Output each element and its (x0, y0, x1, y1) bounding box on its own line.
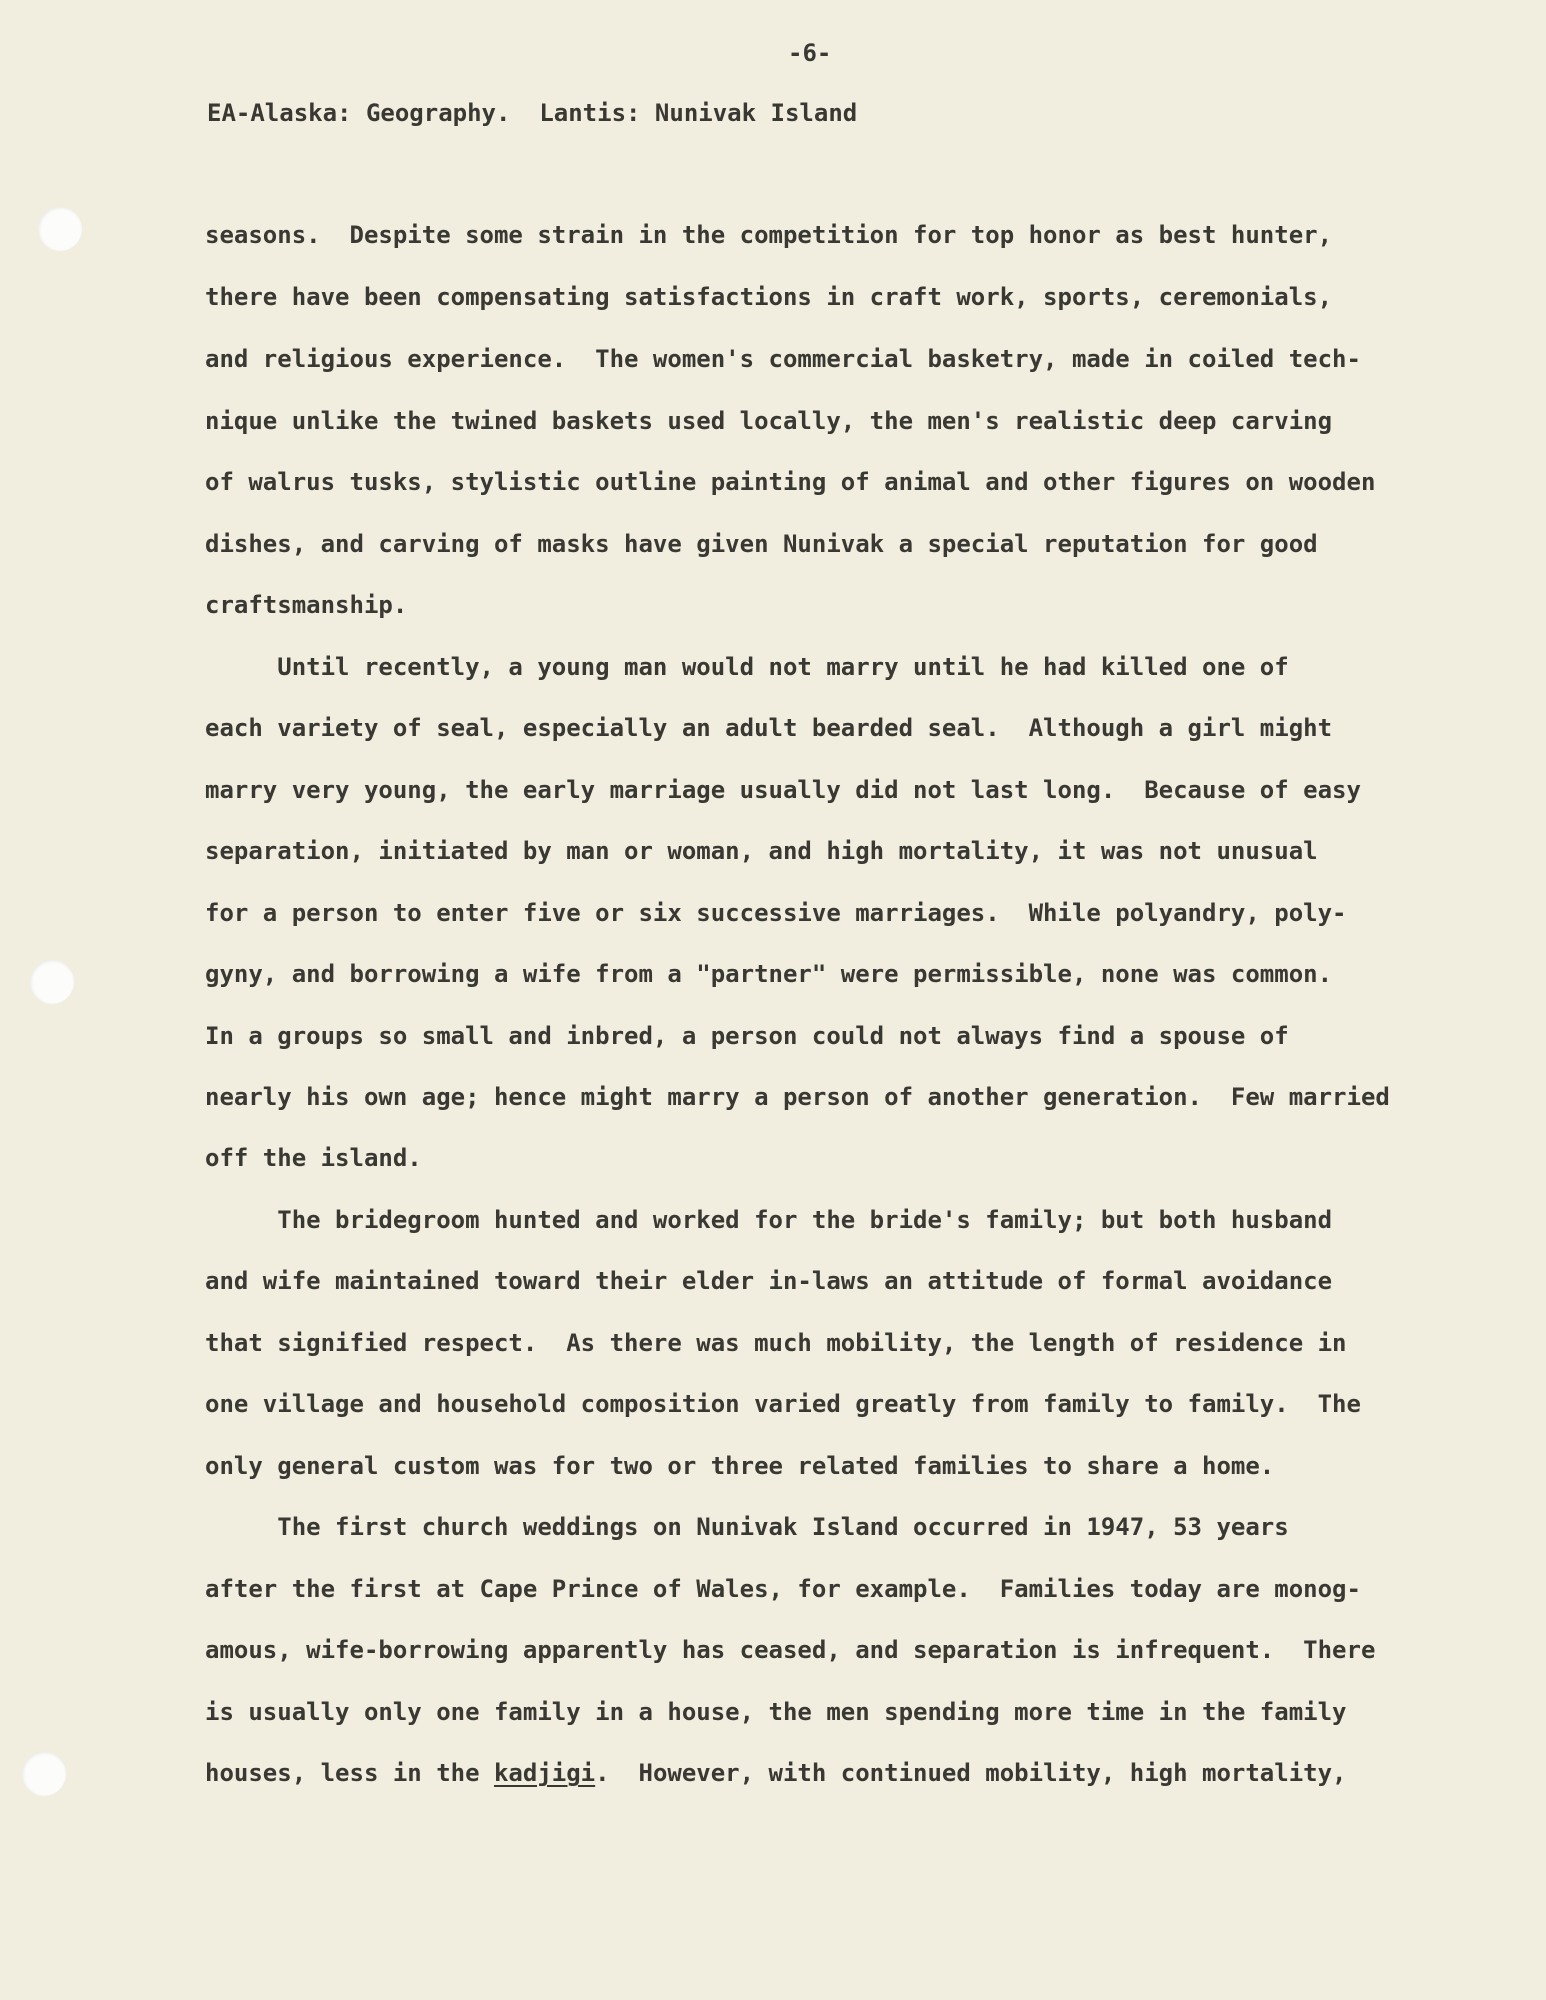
punch-hole (38, 207, 82, 251)
text-line: The first church weddings on Nunivak Island occurred in 1947, 53 years (205, 1513, 1289, 1541)
text-line-last (205, 1758, 1347, 1788)
page-number: -6- (788, 39, 832, 67)
text-segment: houses, less in the (205, 1759, 494, 1787)
punch-hole (30, 960, 74, 1004)
text-line: one village and household composition varied greatly from family to family. The (205, 1390, 1361, 1418)
text-line: In a groups so small and inbred, a person could not always find a spouse of (205, 1022, 1289, 1050)
text-line: is usually only one family in a house, the men spending more time in the family (205, 1698, 1347, 1726)
text-line: dishes, and carving of masks have given Nunivak a special reputation for good (205, 530, 1318, 558)
text-line: there have been compensating satisfactions in craft work, sports, ceremonials, (205, 283, 1333, 311)
text-line: separation, initiated by man or woman, and high mortality, it was not unusual (205, 837, 1318, 865)
text-segment: . However, with continued mobility, high mortality, (595, 1759, 1347, 1787)
text-line: craftsmanship. (205, 591, 408, 619)
text-line: and religious experience. The women's commercial basketry, made in coiled tech- (205, 345, 1361, 373)
text-line: off the island. (205, 1144, 422, 1172)
text-line: seasons. Despite some strain in the competition for top honor as best hunter, (205, 221, 1333, 249)
text-line: of walrus tusks, stylistic outline painting of animal and other figures on wooden (205, 468, 1376, 496)
text-line: gyny, and borrowing a wife from a "partner" were permissible, none was common. (205, 960, 1333, 988)
text-line: The bridegroom hunted and worked for the bride's family; but both husband (205, 1206, 1333, 1234)
text-line: nique unlike the twined baskets used locally, the men's realistic deep carving (205, 407, 1333, 435)
text-line: that signified respect. As there was much mobility, the length of residence in (205, 1329, 1347, 1357)
text-line: only general custom was for two or three related families to share a home. (205, 1452, 1275, 1480)
text-line: nearly his own age; hence might marry a person of another generation. Few married (205, 1083, 1390, 1111)
text-line: amous, wife-borrowing apparently has ceased, and separation is infrequent. There (205, 1636, 1376, 1664)
running-header: EA-Alaska: Geography. Lantis: Nunivak Island (207, 99, 858, 127)
text-line: and wife maintained toward their elder in-laws an attitude of formal avoidance (205, 1267, 1333, 1295)
underlined-term: kadjigi (493, 1759, 596, 1787)
punch-hole (22, 1752, 66, 1796)
text-line: Until recently, a young man would not marry until he had killed one of (205, 653, 1289, 681)
text-line: each variety of seal, especially an adult bearded seal. Although a girl might (205, 714, 1333, 742)
text-line: marry very young, the early marriage usually did not last long. Because of easy (205, 776, 1361, 804)
text-line: after the first at Cape Prince of Wales, for example. Families today are monog- (205, 1575, 1361, 1603)
text-line: for a person to enter five or six successive marriages. While polyandry, poly- (205, 899, 1347, 927)
